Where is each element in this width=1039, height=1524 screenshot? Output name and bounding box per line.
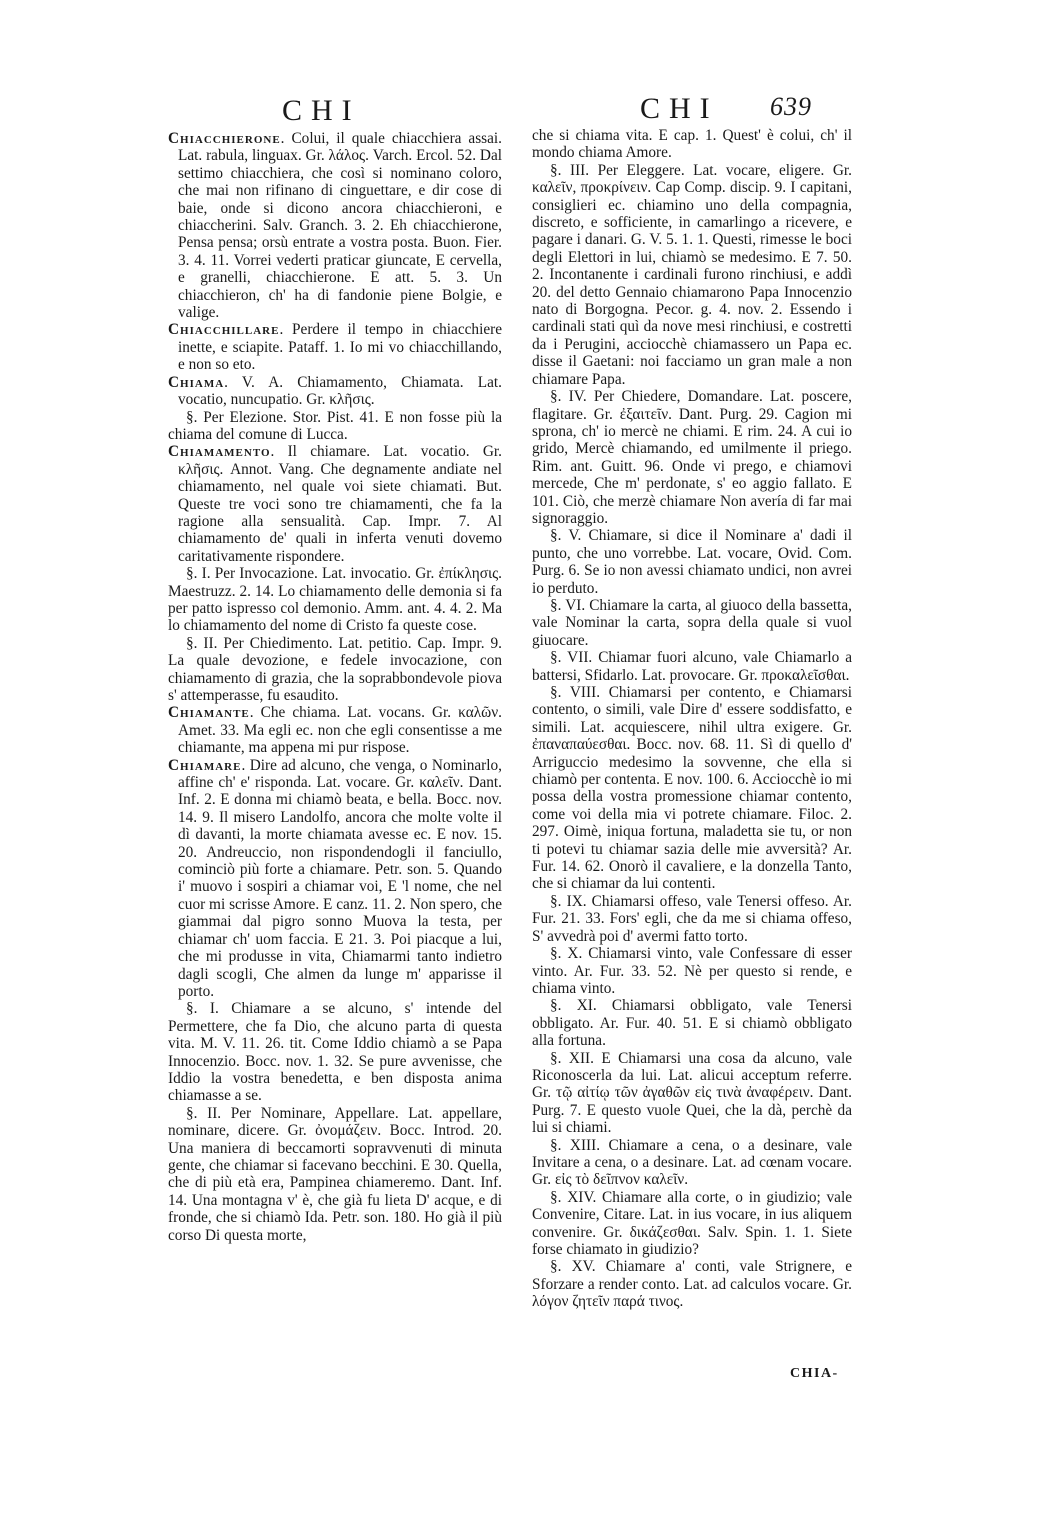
dictionary-entry [168,704,502,756]
entry-definition: . Dire ad alcuno, che venga, o Nominarlo, affine ch' e' risponda. Lat. vocare. Gr. καλεῖν. Dant. Inf. 2. E donna mi chiamò beata, e bella. Bocc. nov. 14. 9. Il misero Landolfo, ancora che molte volte il dì davanti, la morte chiamata avesse ec. E nov. 15. 20. Andreuccio, non rispondendogli il fanciullo, cominciò più forte a chiamare. Petr. son. 5. Quando i' muovo i sospiri a chiamar voi, E 'l nome, che nel cuor mi scrisse Amore. E canz. 11. 2. Non spero, che giammai dal pigro sonno Muova la testa, per chiamar ch' uom faccia. E 21. 3. Poi piacque a lui, che mi produsse in vita, Chiamarmi tanto indietro dagli scogli, Che almen da lunge m' apparisse il porto. [178,756,502,1000]
entry-headword: Chiacchillare [168,321,280,339]
entry-headword: Chiacchierone [168,130,281,147]
running-head-left: CHI [282,94,361,127]
dictionary-entry [168,374,502,409]
sense-paragraph: §. XIII. Chiamare a cena, o a desinare, vale Invitare a cena, o a desinare. Lat. ad cœnam vocare. Gr. εἰς τὸ δεῖπνον καλεῖν. [532,1136,852,1189]
sense-paragraph: §. III. Per Eleggere. Lat. vocare, eligere. Gr. καλεῖν, προκρίνειν. Cap Comp. discip. 9. I capitani, consiglieri ec. chiamino uno della compagnia, discreto, e sofficiente, in camarlingo a ricevere, e pagare i danari. G. V. 5. 1. 1. Questi, rimesse le boci degli Elettori in lui, chiamò se medesimo. E 7. 50. 2. Incontanente i cardinali furono rinchiusi, e addì 20. del detto Gennaio chiamarono Papa Innocenzio nato di Borgogna. Pecor. g. 4. nov. 2. Essendo i cardinali stati quì da nove mesi rinchiusi, e costretti da i Perugini, acciocchè chiamassero un Papa ec. disse il Gaetani: noi facciamo un gran male a non chiamare Papa. [532,161,852,388]
left-column [168,130,502,1244]
sense-paragraph: §. XII. E Chiamarsi una cosa da alcuno, vale Riconoscerla da lui. Lat. alicui acceptum referre. Gr. τῷ αἰτίῳ τῶν ἀγαθῶν εἰς τινὰ ἀναφέρειν. Dant. Purg. 7. E questo vuole Quei, che la dà, perchè da lui si chiami. [532,1049,852,1137]
dictionary-entry [168,757,502,1001]
sense-paragraph: §. IX. Chiamarsi offeso, vale Tenersi offeso. Ar. Fur. 21. 33. Fors' egli, che da me si chiama offeso, S' avvedrà poi d' avermi fatto torto. [532,892,852,945]
entry-definition: . Che chiama. Lat. vocans. Gr. καλῶν. Amet. 33. Ma egli ec. non che egli consentisse a me chiamante, ma appena mi pur rispose. [178,704,502,757]
sense-paragraph: §. VI. Chiamare la carta, al giuoco della bassetta, vale Nominar la carta, sopra della quale si vuol giuocare. [532,596,852,649]
catchword: CHIA- [790,1366,839,1381]
sense-paragraph: §. VIII. Chiamarsi per contento, e Chiamarsi contento, o simili, vale Dire d' essere soddisfatto, e simili. Lat. acquiescere, nihil ultra exigere. Gr. ἐπαναπαύεσθαι. Bocc. nov. 68. 11. Sì di quello d' Arriguccio medesimo la sovvenne, che ella si chiamò per contenta. E nov. 100. 6. Acciocchè io mi possa della vostra promessione chiamar contento, come voi della mia vi potrete chiamare. Filoc. 2. 297. Oimè, iniqua fortuna, maladetta sie tu, or non ti potevi tu chiamar sazia delle mie avversità? Ar. Fur. 14. 62. Onorò il cavaliere, e la donzella Tanto, che si chiamar da lui contenti. [532,684,852,893]
entry-definition: . Colui, il quale chiacchiera assai. Lat. rabula, linguax. Gr. λάλος. Varch. Ercol. 52. Dal settimo chiacchiera, che così si nominano coloro, che mai non rifinano di cinguettare, e dir cose di baie, onde si dicono ancora chiacchieroni, e chiaccherini. Salv. Granch. 3. 2. Eh chiacchierone, Pensa pensa; orsù entrate a vostra posta. Buon. Fier. 3. 4. 11. Vorrei vederti praticar giuncate, E cervella, e granelli, chiacchierone. E att. 5. 3. Un chiacchieron, ch' ha di fandonie piene Bolgie, e valige. [178,130,502,322]
sense-paragraph: §. II. Per Chiedimento. Lat. petitio. Cap. Impr. 9. La quale devozione, e fedele invocazione, con chiamamento di grazia, che la soprabbondevole piova s' attemperasse, fu esaudito. [168,634,502,704]
page-number: 639 [770,92,812,121]
sense-paragraph: §. V. Chiamare, si dice il Nominare a' dadi il punto, che uno vorrebbe. Lat. vocare, Ovid. Com. Purg. 6. Se io non avessi chiamato undici, non avrei io perduto. [532,527,852,597]
sense-paragraph: §. XV. Chiamare a' conti, vale Strignere, e Sforzare a render conto. Lat. ad calculos vocare. Gr. λόγον ζητεῖν παρά τινος. [532,1258,852,1311]
sense-paragraph: §. Per Elezione. Stor. Pist. 41. E non fosse più la chiama del comune di Lucca. [168,408,502,443]
entry-headword: Chiamamento [168,443,271,461]
dictionary-entry [168,321,502,373]
sense-paragraph: §. X. Chiamarsi vinto, vale Confessare di esser vinto. Ar. Fur. 33. 52. Nè per questo si rende, e chiama vinto. [532,945,852,997]
dictionary-entry [168,443,502,565]
sense-paragraph: §. XIV. Chiamare alla corte, o in giudizio; vale Convenire, Citare. Lat. in ius vocare, in ius aliquem convenire. Gr. δικάζεσθαι. Salv. Spin. 1. 1. Siete forse chiamato in giudizio? [532,1188,852,1258]
right-column [532,127,852,1311]
entry-headword: Chiamante [168,704,250,722]
sense-paragraph: §. I. Chiamare a se alcuno, s' intende del Permettere, che fa Dio, che alcuno parta di questa vita. M. V. 11. 26. tit. Come Iddio chiamò a se Papa Innocenzio. Bocc. nov. 1. 32. Se pure avvenisse, che Iddio la vostra benedetta, e ben disposta anima chiamasse a se. [168,1000,502,1105]
entry-definition: . Il chiamare. Lat. vocatio. Gr. κλῆσις. Annot. Vang. Che degnamente andiate nel chiamamento, nel quale voi siete chiamati. But. Queste tre voci sono tre chiamamenti, che fa la ragione alla sensualità. Cap. Impr. 7. Al chiamamento de' quali in inferta venuti dovemo caritativamente rispondere. [178,443,502,565]
dictionary-entry [168,130,502,321]
sense-paragraph: §. IV. Per Chiedere, Domandare. Lat. poscere, flagitare. Gr. ἐξαιτεῖν. Dant. Purg. 29. Cagion mi sprona, ch' io mercè ne chiami. E rim. 24. A cui io grido, Mercè chiamando, ed umilmente il priego. Rim. ant. Guitt. 96. Onde vi prego, e chiamovi mercede, Che m' perdonate, s' eo aggio fallato. E 101. Ciò, che merzè chiamare Non avería di far mai signoraggio. [532,388,852,527]
entry-definition: . V. A. Chiamamento, Chiamata. Lat. vocatio, nuncupatio. Gr. κλῆσις. [178,373,502,409]
sense-paragraph: §. XI. Chiamarsi obbligato, vale Tenersi obbligato. Ar. Fur. 40. 51. E si chiamò obbligato alla fortuna. [532,997,852,1050]
running-head-right: CHI [640,92,719,125]
sense-paragraph: §. I. Per Invocazione. Lat. invocatio. Gr. ἐπίκλησις. Maestruzz. 2. 14. Lo chiamamento delle demonia si fa per patto ispresso col demonio. Amm. ant. 4. 4. 2. Ma lo chiamamento del nome di Cristo fa queste cose. [168,565,502,635]
entry-headword: Chiama [168,373,225,391]
sense-paragraph: §. II. Per Nominare, Appellare. Lat. appellare, nominare, dicere. Gr. ὀνομάζειν. Bocc. Introd. 20. Una maniera di beccamorti sopravvenuti di minuta gente, che chiamar si facevano becchini. E 30. Quella, che di più età era, Pampinea chiameremo. Dant. Inf. 14. Una montagna v' è, che già fu lieta D' acque, e di fronde, che si chiamò Ida. Petr. son. 180. Ho già il più corso Di questa morte, [168,1104,502,1244]
continued-text: che si chiama vita. E cap. 1. Quest' è colui, ch' il mondo chiama Amore. [532,127,852,162]
entry-definition: . Perdere il tempo in chiacchiere inette, e sciapite. Pataff. 1. Io mi vo chiacchillando, e non so eto. [178,321,502,374]
entry-headword: Chiamare [168,756,242,774]
sense-paragraph: §. VII. Chiamar fuori alcuno, vale Chiamarlo a battersi, Sfidarlo. Lat. provocare. Gr. προκαλεῖσθαι. [532,649,852,684]
